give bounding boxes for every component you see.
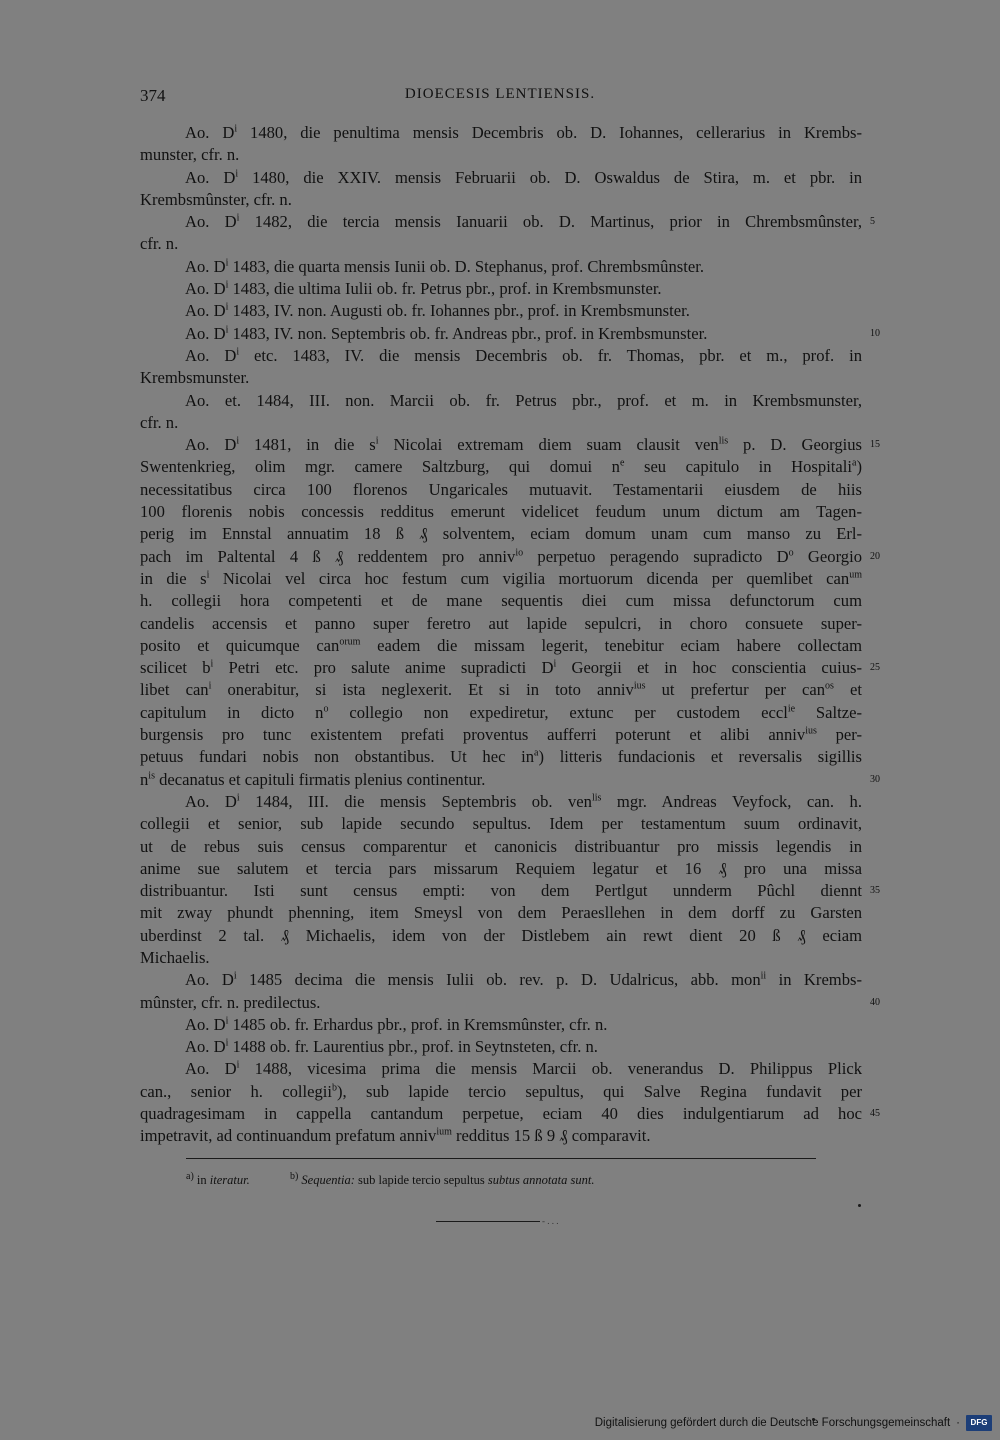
text-line: scilicet $b^i$ Petri etc. pro salute anime supradicti $D^i$ Georgii et in hoc conscientia cuius- 25 — [140, 657, 862, 679]
line-number: 25 — [870, 662, 880, 674]
text-line: Ao. $D^i$ 1483, die ultima Iulii ob. fr. Petrus pbr., prof. in Krembsmunster. — [185, 279, 662, 299]
text-line: Ao. $D^i$ 1483, IV. non. Augusti ob. fr. Iohannes pbr., prof. in Krembsmunster. — [185, 301, 690, 321]
text-line: pach im Paltental 4 ß ₰ reddentem pro anniv$^{io}$ perpetuo peragendo supradicto $D^o$ Georgio 20 — [140, 546, 862, 568]
text-line: cfr. n. — [140, 412, 179, 432]
text-line: Ao. $D^i$ etc. 1483, IV. die mensis Decembris ob. fr. Thomas, pbr. et m., prof. in — [185, 345, 863, 365]
page-number: 374 — [140, 86, 166, 105]
text-line: munster, cfr. n. — [140, 145, 240, 165]
running-title: DIOECESIS LENTIENSIS. — [404, 86, 596, 102]
text-line: mûnster, cfr. n. predilectus. 40 — [140, 992, 862, 1014]
line-number: 20 — [870, 550, 880, 562]
text-line: Swentenkrieg, olim mgr. camere Saltzburg, qui domui $n^e$ seu capitulo in Hospitali$^a$) — [140, 457, 862, 477]
line-number: 45 — [870, 1108, 880, 1120]
digitization-credit: Digitalisierung gefördert durch die Deutsche Forschungsgemeinschaft · DFG — [595, 1412, 992, 1434]
text-line: Krembsmunster. — [140, 368, 250, 388]
text-line: quadragesimam in cappella cantandum perpetue, eciam 40 dies indulgentiarum ad hoc 45 — [140, 1103, 862, 1125]
text-line: posito et quicumque can$^{orum}$ eadem die missam legerit, tenebitur eciam habere collectam — [140, 635, 862, 655]
text-line: cfr. n. — [140, 234, 179, 254]
footnotes — [186, 1170, 595, 1188]
line-number: 5 — [870, 216, 875, 228]
text-line: $n^{is}$ decanatus et capituli firmatis plenius continentur. 30 — [140, 769, 862, 791]
text-line: mit zway phundt phenning, item Smeysl von dem Peraesllehen in dem dorff zu Garsten — [140, 903, 862, 923]
text-line: Ao. $D^i$ 1485 decima die mensis Iulii ob. rev. p. D. Udalricus, abb. mon$^{ii}$ in Krembs- — [185, 970, 862, 990]
text-line: Ao. $D^i$ 1485 ob. fr. Erhardus pbr., prof. in Kremsmûnster, cfr. n. — [185, 1014, 608, 1034]
text-line: h. collegii hora competenti et de mane sequentis diei cum missa defunctorum cum — [140, 591, 862, 611]
text-line: candelis accensis et panno super feretro aut lapide sepulcri, in choro consuete super- — [140, 613, 862, 633]
text-line: Ao. $D^i$ 1480, die penultima mensis Decembris ob. D. Iohannes, cellerarius in Krembs- — [185, 123, 863, 142]
text-line: Ao. et. 1484, III. non. Marcii ob. fr. Petrus pbr., prof. et m. in Krembsmunster, — [185, 390, 862, 410]
text-line: collegii et senior, sub lapide secundo sepultus. Idem per testamentum suum ordinavit, — [140, 814, 862, 834]
text-line: ut de rebus suis census comparentur et canonicis distribuantur pro missis legendis in — [140, 836, 862, 856]
footnote-label: Sequentia: — [301, 1173, 355, 1187]
text-line: uberdinst 2 tal. ₰ Michaelis, idem von der Distlebem ain rewt dient 20 ß ₰ eciam — [140, 925, 862, 945]
text-line: Ao. $D^i$ 1481, in die $s^i$ Nicolai extremam diem suam clausit ven$^{lis}$ p. D. Georgius 15 — [140, 434, 862, 456]
text-line: petuus fundari nobis non obstantibus. Ut hec $in^a$) litteris fundacionis et reversalis sigillis — [140, 747, 863, 767]
line-number: 15 — [870, 439, 880, 451]
text-line: Ao. $D^i$ 1488 ob. fr. Laurentius pbr., prof. in Seytnsteten, cfr. n. — [185, 1037, 598, 1057]
text-line: Ao. $D^i$ 1482, die tercia mensis Ianuarii ob. D. Martinus, prior in Chrembsmûnster, 5 — [140, 211, 862, 233]
text-line: Krembsmûnster, cfr. n. — [140, 189, 292, 209]
text-line: libet can$^i$ onerabitur, si ista neglexerit. Et si in toto anniv$^{ius}$ ut prefertur per can$^{os}$ et — [140, 680, 862, 700]
text-line: Ao. $D^i$ 1483, IV. non. Septembris ob. fr. Andreas pbr., prof. in Krembsmunster. 10 — [140, 323, 862, 345]
line-number: 35 — [870, 885, 880, 897]
text-line: Ao. $D^i$ 1488, vicesima prima die mensis Marcii ob. venerandus D. Philippus Plick — [185, 1059, 862, 1079]
footnote-text: sub lapide tercio sepultus — [358, 1173, 485, 1187]
line-number: 40 — [870, 996, 880, 1008]
footnote-mark: b) — [289, 1170, 299, 1182]
end-rule — [436, 1221, 540, 1222]
text-line: in die $s^i$ Nicolai vel circa hoc festum cum vigilia mortuorum dicenda per quemlibet can$^{um}$ — [140, 568, 862, 588]
line-number: 30 — [870, 773, 880, 785]
end-rule-dots: - . . . — [542, 1216, 559, 1226]
text-line: burgensis pro tunc existentem prefati proventus aufferri poterunt et alibi anniv$^{ius}$ per- — [140, 725, 862, 745]
footnote-rule — [186, 1158, 816, 1159]
page-header — [0, 86, 1000, 110]
text-line: capitulum in dicto $n^o$ collegio non expediretur, extunc per custodem eccl$^{ie}$ Saltze- — [140, 702, 862, 722]
text-line: distribuantur. Isti sunt census empti: von dem Pertlgut unnderm Pûchl diennt 35 — [140, 880, 862, 902]
body-text — [140, 122, 880, 1148]
scan-speck — [858, 1204, 861, 1207]
text-line: 100 florenis nobis concessis redditus emerunt videlicet feudum unum dictum am Tagen- — [140, 502, 862, 522]
footnote-mark: a) — [186, 1170, 194, 1182]
text-line: Ao. $D^i$ 1483, die quarta mensis Iunii ob. D. Stephanus, prof. Chrembsmûnster. — [185, 256, 704, 276]
line-number: 10 — [870, 327, 880, 339]
dfg-logo-icon: DFG — [966, 1415, 992, 1431]
footnote-a — [186, 1170, 253, 1187]
footnote-b — [289, 1170, 595, 1187]
footnote-note: subtus annotata sunt. — [487, 1173, 595, 1187]
text-line: can., senior h. collegii$^b$), sub lapide tercio sepultus, qui Salve Regina fundavit per — [140, 1081, 862, 1101]
text-line: necessitatibus circa 100 florenos Ungaricales mutuavit. Testamentarii eiusdem de hiis — [140, 479, 862, 499]
text-line: Ao. $D^i$ 1480, die XXIV. mensis Februarii ob. D. Oswaldus de Stira, m. et pbr. in — [185, 167, 863, 187]
credit-text: Digitalisierung gefördert durch die Deutsche Forschungsgemeinschaft — [594, 1417, 951, 1429]
text-line: perig im Ennstal annuatim 18 ß ₰ solventem, eciam domum unam cum manso zu Erl- — [140, 524, 862, 544]
footnote-note: iteratur. — [209, 1173, 250, 1187]
footnote-lemma: in — [196, 1173, 207, 1187]
text-line: Michaelis. — [140, 947, 210, 967]
text-line: impetravit, ad continuandum prefatum anniv$^{ium}$ redditus 15 ß 9 ₰ comparavit. — [140, 1126, 651, 1146]
text-line: Ao. $D^i$ 1484, III. die mensis Septembris ob. ven$^{lis}$ mgr. Andreas Veyfock, can. h. — [185, 791, 862, 811]
text-line: anime sue salutem et tercia pars missarum Requiem legatur et 16 ₰ pro una missa — [140, 858, 862, 878]
